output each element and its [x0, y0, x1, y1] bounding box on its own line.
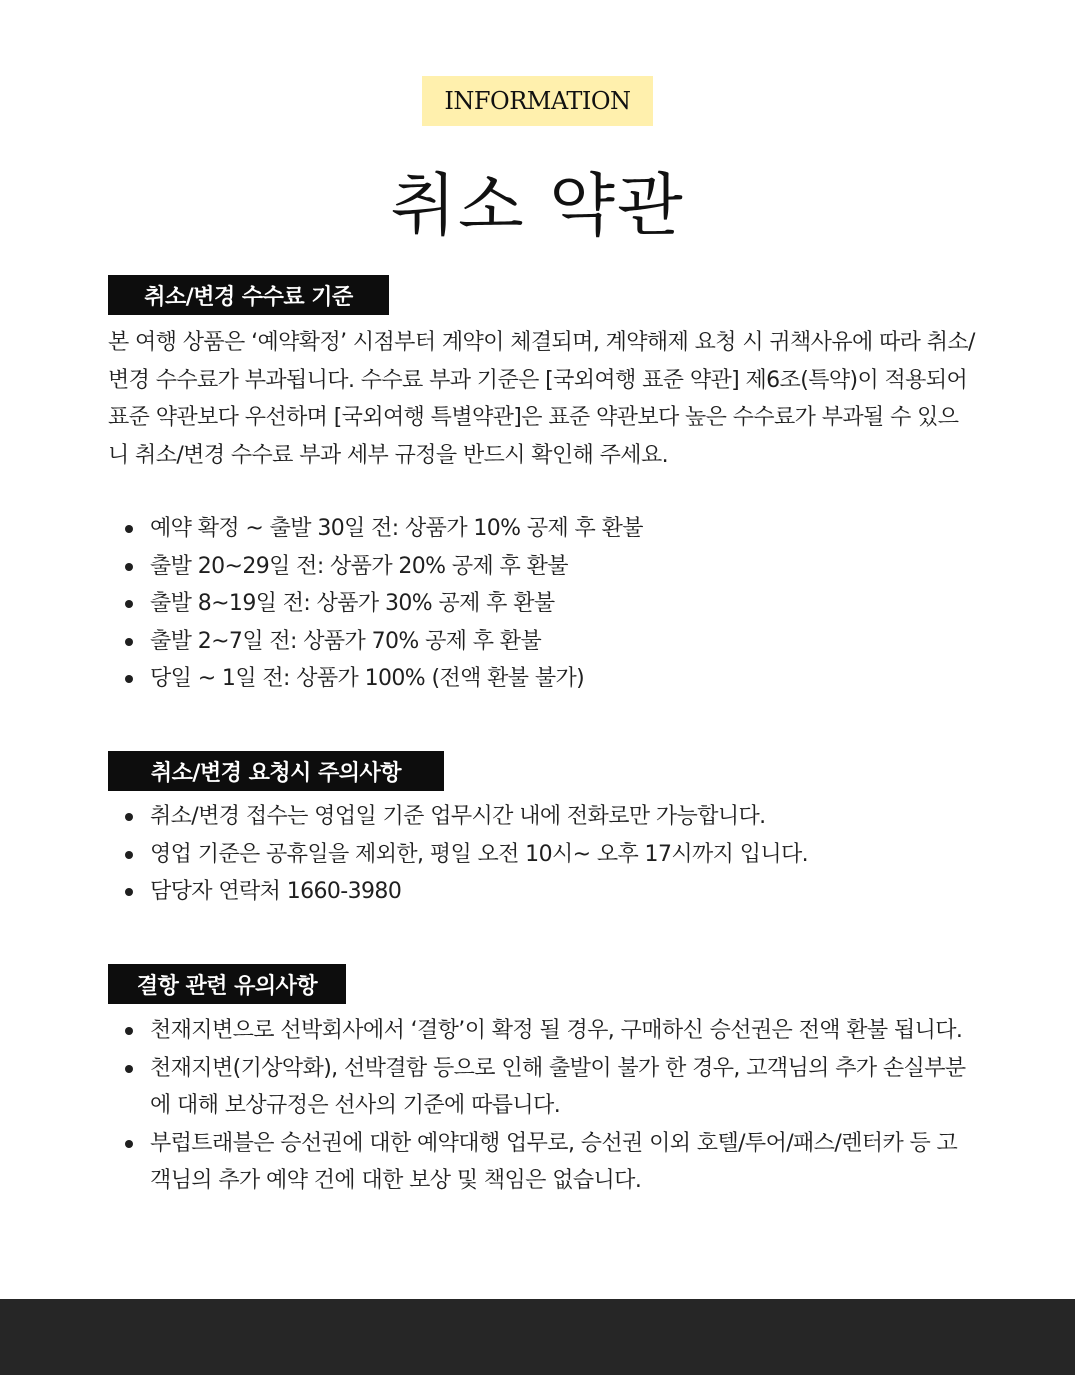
section-heading-request-notice: 취소/변경 요청시 주의사항: [108, 751, 444, 791]
request-notice-list: [150, 798, 970, 911]
footer-bar: [0, 1299, 1075, 1375]
list-item: 천재지변(기상악화), 선박결함 등으로 인해 출발이 불가 한 경우, 고객님의 추가 손실부분에 대해 보상규정은 선사의 기준에 따릅니다.: [150, 1050, 970, 1125]
list-item: 천재지변으로 선박회사에서 ‘결항’이 확정 될 경우, 구매하신 승선권은 전액 환불 됩니다.: [150, 1012, 970, 1050]
list-item: 영업 기준은 공휴일을 제외한, 평일 오전 10시~ 오후 17시까지 입니다.: [150, 836, 970, 874]
list-item: 출발 8~19일 전: 상품가 30% 공제 후 환불: [150, 585, 970, 623]
list-item: 담당자 연락처 1660-3980: [150, 873, 970, 911]
page-title: 취소 약관: [390, 167, 685, 246]
section-heading-cancel-fee: 취소/변경 수수료 기준: [108, 275, 389, 315]
cancellation-notice-list: [150, 1012, 970, 1200]
list-item: 당일 ~ 1일 전: 상품가 100% (전액 환불 불가): [150, 660, 970, 698]
list-item: 부럽트래블은 승선권에 대한 예약대행 업무로, 승선권 이외 호텔/투어/패스/렌터카 등 고객님의 추가 예약 건에 대한 보상 및 책임은 없습니다.: [150, 1125, 970, 1200]
section-heading-cancellation-notice: 결항 관련 유의사항: [108, 964, 346, 1004]
list-item: 예약 확정 ~ 출발 30일 전: 상품가 10% 공제 후 환불: [150, 510, 970, 548]
information-badge: INFORMATION: [422, 76, 653, 126]
list-item: 출발 20~29일 전: 상품가 20% 공제 후 환불: [150, 548, 970, 586]
cancel-fee-list: [150, 510, 970, 698]
list-item: 취소/변경 접수는 영업일 기준 업무시간 내에 전화로만 가능합니다.: [150, 798, 970, 836]
list-item: 출발 2~7일 전: 상품가 70% 공제 후 환불: [150, 623, 970, 661]
cancel-fee-description: 본 여행 상품은 ‘예약확정’ 시점부터 계약이 체결되며, 계약해제 요청 시 귀책사유에 따라 취소/변경 수수료가 부과됩니다. 수수료 부과 기준은 [국외여행 표준 약관] 제6조(특약)이 적용되어 표준 약관보다 우선하며 [국외여행 특별약관]은 표준 약관보다 높은 수수료가 부과될 수 있으니 취소/변경 수수료 부과 세부 규정을 반드시 확인해 주세요.: [108, 330, 975, 468]
